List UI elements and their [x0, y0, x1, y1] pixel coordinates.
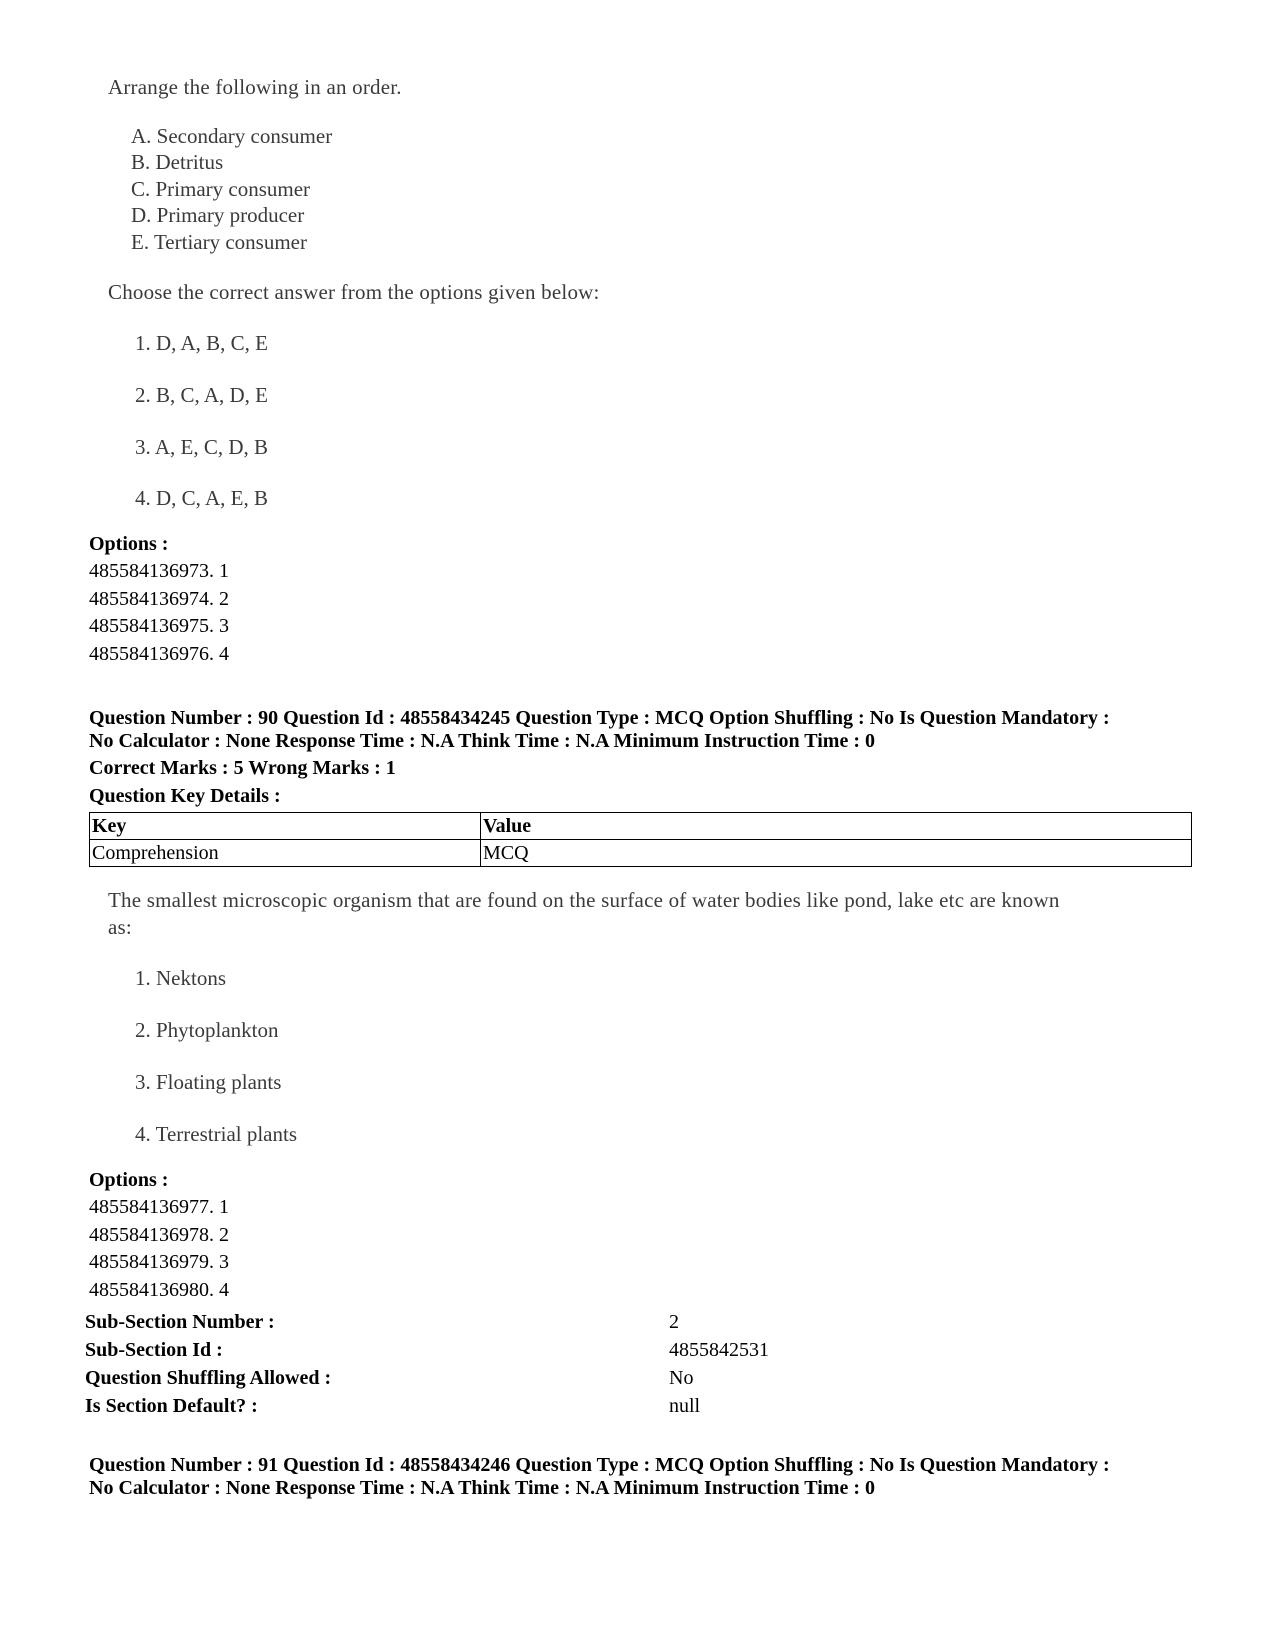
table-header-row [90, 813, 1192, 840]
q89-options-label: Options : [89, 533, 169, 555]
table-header-value: Value [481, 813, 1192, 840]
q89-option-3: 485584136975. 3 [89, 615, 229, 637]
q89-choice-4: 4. D, C, A, E, B [135, 486, 269, 510]
q89-item-a: A. Secondary consumer [131, 124, 333, 148]
table-cell-value: MCQ [481, 840, 1192, 867]
q90-option-3: 485584136979. 3 [89, 1251, 229, 1273]
q90-choice-1: 1. Nektons [135, 966, 226, 990]
q90-choice-4: 4. Terrestrial plants [135, 1122, 298, 1146]
q89-choice-2: 2. B, C, A, D, E [135, 383, 269, 407]
table-header-key: Key [90, 813, 481, 840]
q89-item-e: E. Tertiary consumer [131, 230, 307, 254]
q89-option-1: 485584136973. 1 [89, 560, 229, 582]
q90-option-2: 485584136978. 2 [89, 1224, 229, 1246]
q90-choice-3: 3. Floating plants [135, 1070, 282, 1094]
q89-choice-1: 1. D, A, B, C, E [135, 331, 269, 355]
q89-item-c: C. Primary consumer [131, 177, 311, 201]
subsection-id-value: 4855842531 [669, 1339, 769, 1361]
table-row [90, 840, 1192, 867]
q89-prompt: Arrange the following in an order. [108, 75, 402, 99]
q90-options-label: Options : [89, 1169, 169, 1191]
table-cell-key: Comprehension [90, 840, 481, 867]
q90-key-details-label: Question Key Details : [89, 785, 281, 807]
q89-option-2: 485584136974. 2 [89, 588, 229, 610]
question-shuffling-label: Question Shuffling Allowed : [85, 1367, 332, 1389]
q90-prompt-line1: The smallest microscopic organism that are found on the surface of water bodies like pond, lake etc are known [108, 888, 1060, 912]
q90-prompt-line2: as: [108, 915, 132, 939]
q89-option-4: 485584136976. 4 [89, 643, 229, 665]
q90-marks: Correct Marks : 5 Wrong Marks : 1 [89, 757, 396, 779]
q90-header-line2: No Calculator : None Response Time : N.A Think Time : N.A Minimum Instruction Time : 0 [89, 730, 875, 752]
q89-item-d: D. Primary producer [131, 203, 305, 227]
q91-header-line2: No Calculator : None Response Time : N.A Think Time : N.A Minimum Instruction Time : 0 [89, 1477, 875, 1499]
q90-key-table [89, 812, 1192, 867]
section-default-label: Is Section Default? : [85, 1395, 258, 1417]
q90-option-4: 485584136980. 4 [89, 1279, 229, 1301]
q89-item-b: B. Detritus [131, 150, 224, 174]
subsection-number-label: Sub-Section Number : [85, 1311, 275, 1333]
question-shuffling-value: No [669, 1367, 694, 1389]
q90-header-line1: Question Number : 90 Question Id : 48558434245 Question Type : MCQ Option Shuffling : No Is Question Mandatory : [89, 707, 1110, 729]
q90-choice-2: 2. Phytoplankton [135, 1018, 279, 1042]
subsection-id-label: Sub-Section Id : [85, 1339, 223, 1361]
q91-header-line1: Question Number : 91 Question Id : 48558434246 Question Type : MCQ Option Shuffling : No Is Question Mandatory : [89, 1454, 1110, 1476]
q90-option-1: 485584136977. 1 [89, 1196, 229, 1218]
subsection-number-value: 2 [669, 1311, 679, 1333]
section-default-value: null [669, 1395, 701, 1417]
q89-choice-3: 3. A, E, C, D, B [135, 435, 269, 459]
q89-instruction: Choose the correct answer from the options given below: [108, 280, 600, 304]
